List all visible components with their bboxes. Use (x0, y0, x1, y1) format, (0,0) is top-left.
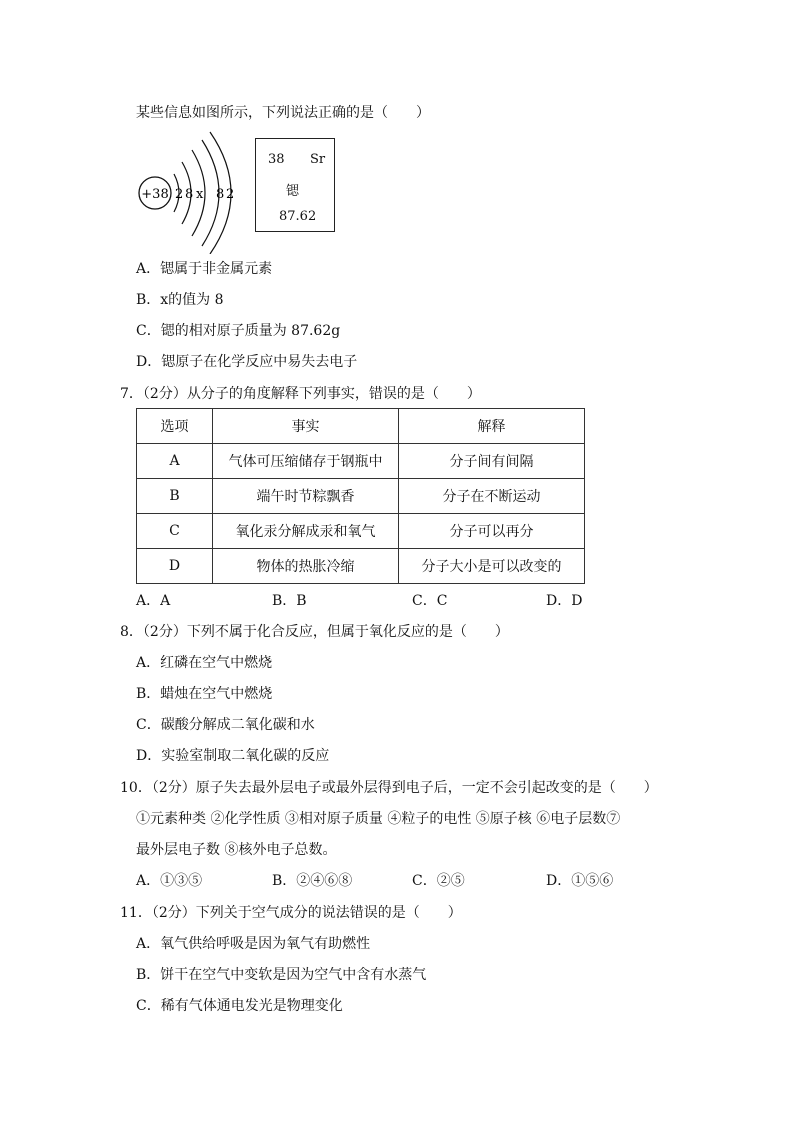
table-header: 事实 (213, 409, 399, 444)
q11-stem: 11．（2分）下列关于空气成分的说法错误的是（ ） (120, 905, 462, 921)
table-row (137, 514, 585, 549)
q6-option-d[interactable]: D．锶原子在化学反应中易失去电子 (136, 354, 358, 370)
table-cell: 气体可压缩储存于钢瓶中 (213, 444, 399, 479)
shell-count-2: 8 (185, 187, 194, 202)
q7-option-b[interactable]: B．B (272, 593, 307, 609)
element-symbol: Sr (310, 152, 326, 167)
q10-items-line2: 最外层电子数 ⑧核外电子总数。 (136, 842, 337, 858)
q6-option-a[interactable]: A．锶属于非金属元素 (136, 261, 273, 277)
q8-option-a[interactable]: A．红磷在空气中燃烧 (136, 655, 273, 671)
q8-option-b[interactable]: B．蜡烛在空气中燃烧 (136, 686, 273, 702)
q10-stem: 10．（2分）原子失去最外层电子或最外层得到电子后，一定不会引起改变的是（ ） (120, 780, 658, 796)
q7-option-a[interactable]: A．A (136, 593, 171, 609)
q10-option-b[interactable]: B．②④⑥⑧ (272, 873, 353, 889)
q10-option-a[interactable]: A．①③⑤ (136, 873, 203, 889)
table-cell: 分子可以再分 (399, 514, 585, 549)
table-row (137, 479, 585, 514)
q7-option-d[interactable]: D．D (546, 593, 583, 609)
periodic-element-box (255, 138, 335, 232)
table-cell: B (137, 479, 213, 514)
q11-option-c[interactable]: C．稀有气体通电发光是物理变化 (136, 998, 343, 1014)
q11-option-b[interactable]: B．饼干在空气中变软是因为空气中含有水蒸气 (136, 967, 427, 983)
table-row (137, 549, 585, 584)
q6-option-b[interactable]: B．x的值为 8 (136, 292, 224, 308)
atomic-number: 38 (268, 152, 285, 167)
table-header: 选项 (137, 409, 213, 444)
q7-option-c[interactable]: C．C (412, 593, 448, 609)
table-cell: 分子间有间隔 (399, 444, 585, 479)
element-name: 锶 (286, 184, 300, 199)
shell-count-1: 2 (175, 187, 184, 202)
table-cell: 端午时节粽飘香 (213, 479, 399, 514)
atom-structure-diagram (134, 128, 244, 254)
q8-stem: 8．（2分）下列不属于化合反应，但属于氧化反应的是（ ） (120, 624, 509, 640)
table-header: 解释 (399, 409, 585, 444)
shell-count-3: x (196, 187, 204, 202)
table-cell: 氧化汞分解成汞和氧气 (213, 514, 399, 549)
q7-stem: 7．（2分）从分子的角度解释下列事实，错误的是（ ） (120, 386, 481, 402)
table-cell: 物体的热胀冷缩 (213, 549, 399, 584)
q10-option-d[interactable]: D．①⑤⑥ (546, 873, 614, 889)
q6-option-c[interactable]: C．锶的相对原子质量为 87.62g (136, 323, 341, 339)
atomic-mass: 87.62 (279, 209, 317, 224)
nucleus-charge: +38 (141, 187, 169, 202)
q10-items-line1: ①元素种类 ②化学性质 ③相对原子质量 ④粒子的电性 ⑤原子核 ⑥电子层数⑦ (136, 811, 621, 827)
q6-stem: 某些信息如图所示，下列说法正确的是（ ） (136, 105, 430, 121)
q8-option-c[interactable]: C．碳酸分解成二氧化碳和水 (136, 717, 315, 733)
table-row (137, 444, 585, 479)
table-cell: 分子在不断运动 (399, 479, 585, 514)
table-cell: D (137, 549, 213, 584)
shell-count-5: 2 (226, 187, 235, 202)
q7-table (136, 408, 585, 584)
shell-count-4: 8 (216, 187, 225, 202)
table-header-row (137, 409, 585, 444)
q10-option-c[interactable]: C．②⑤ (412, 873, 465, 889)
q11-option-a[interactable]: A．氧气供给呼吸是因为氧气有助燃性 (136, 936, 371, 952)
table-cell: 分子大小是可以改变的 (399, 549, 585, 584)
table-cell: C (137, 514, 213, 549)
q8-option-d[interactable]: D．实验室制取二氧化碳的反应 (136, 748, 330, 764)
table-cell: A (137, 444, 213, 479)
